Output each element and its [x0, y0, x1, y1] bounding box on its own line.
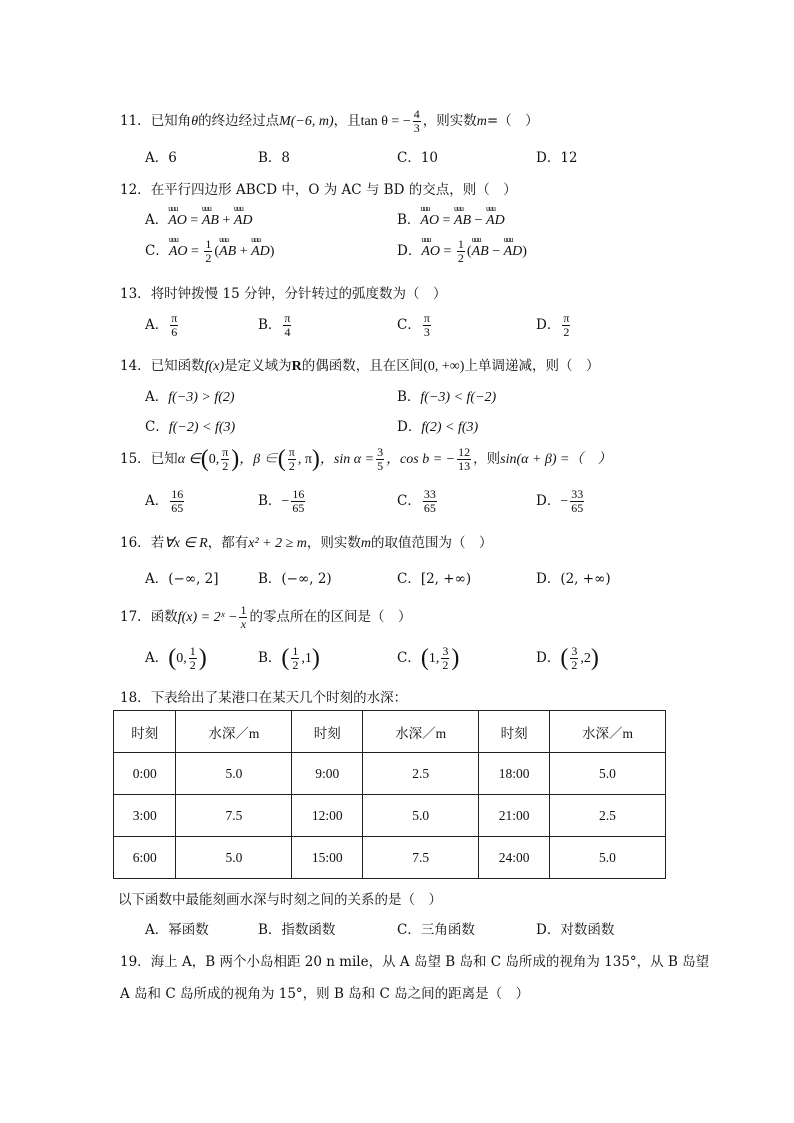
- half-fraction: [204, 238, 212, 265]
- q17-fx: f(x) = 2ˣ −: [177, 610, 238, 625]
- q15-cos-frac: [457, 446, 471, 473]
- q15-text-b: ，则: [473, 451, 501, 467]
- q14-option-d[interactable]: [397, 415, 478, 436]
- q11-tan: tan θ = −: [360, 114, 411, 129]
- question-16: [120, 531, 493, 552]
- table-cell: 15:00: [292, 837, 363, 879]
- question-number: 15．: [120, 451, 151, 467]
- q12-option-a[interactable]: A．uuu AO = uuu AB + uuu AD: [145, 208, 253, 229]
- q11-theta: θ: [191, 114, 199, 129]
- interval-right: ,1: [301, 651, 312, 666]
- table-cell: 0:00: [114, 753, 176, 795]
- water-depth-table: [113, 710, 666, 879]
- frac-num: 33: [423, 487, 436, 501]
- frac-num: 16: [171, 487, 184, 501]
- table-cell: 5.0: [176, 753, 292, 795]
- frac-den: 2: [563, 325, 570, 339]
- vector-ab: uuu AB: [454, 213, 471, 229]
- q15-pi-half-2: [288, 446, 296, 473]
- q15-option-b[interactable]: [258, 488, 307, 515]
- q16-text-a: 若: [150, 535, 165, 551]
- q15-sinab: sin(α + β) =（ ）: [500, 452, 612, 467]
- q12-header: [120, 178, 517, 198]
- question-13: [120, 282, 446, 302]
- option-label: A．: [145, 650, 169, 666]
- question-19: [120, 950, 709, 970]
- q14-option-a[interactable]: [145, 385, 235, 406]
- frac-num: π: [423, 311, 430, 325]
- vector-ao: uuu AO: [168, 213, 187, 229]
- table-cell: 24:00: [479, 837, 550, 879]
- question-11: [120, 108, 539, 135]
- option-expr: f(2) < f(3): [421, 420, 479, 435]
- q11-text-a: 已知角: [150, 113, 192, 129]
- q15-sin-frac: [376, 446, 384, 473]
- option-fraction: [189, 645, 197, 672]
- frac-num: π: [284, 311, 291, 325]
- vector-ao: uuu AO: [421, 244, 440, 260]
- option-label: C．: [397, 650, 421, 666]
- question-number: 17．: [120, 609, 151, 625]
- q13-option-a[interactable]: [145, 312, 180, 339]
- option-label: B．: [258, 650, 282, 666]
- q12-option-d[interactable]: D．uuu AO = $\frac{1}{2}$ (uuu AB − uuu AD): [397, 238, 527, 265]
- q13-option-b[interactable]: [258, 312, 293, 339]
- frac-den: 2: [288, 459, 295, 473]
- q11-option-b[interactable]: B．8: [258, 150, 291, 166]
- q17-text-a: 函数: [150, 609, 178, 625]
- option-fraction: [291, 645, 299, 672]
- table-row: [114, 795, 666, 837]
- table-row: [114, 837, 666, 879]
- table-cell: 2.5: [363, 753, 479, 795]
- q12-option-b[interactable]: B．uuu AO = uuu AB − uuu AD: [397, 208, 505, 229]
- option-label: B．: [258, 493, 282, 509]
- table-header: 时刻: [292, 711, 363, 753]
- table-header: 水深／m: [363, 711, 479, 753]
- half-fraction: [457, 238, 465, 265]
- half-num: 1: [457, 237, 464, 251]
- question-number: 19．: [120, 954, 151, 970]
- frac-den: 4: [284, 325, 291, 339]
- option-fraction: [170, 312, 178, 339]
- q16-text-b: ，都有: [207, 535, 249, 551]
- frac-num: π: [171, 311, 178, 325]
- option-label: C．: [397, 317, 421, 333]
- frac-num: π: [563, 311, 570, 325]
- option-label: D．: [536, 317, 561, 333]
- option-expr: f(−3) > f(2): [168, 390, 235, 405]
- half-den: 2: [457, 251, 464, 265]
- q11-m: m: [476, 114, 487, 129]
- frac-num: 3: [442, 644, 449, 658]
- q16-text-c: ，则实数: [306, 535, 361, 551]
- option-label: B．: [397, 212, 421, 228]
- q17-option-a[interactable]: A．(0, $\frac{1}{2}$ ): [145, 644, 207, 672]
- option-sign: −: [281, 494, 290, 509]
- q15-pi-half: [221, 446, 229, 473]
- option-fraction: [423, 312, 431, 339]
- q15-beta-in: ，β ∈: [239, 452, 278, 467]
- option-label: D．: [536, 650, 561, 666]
- q16-text-d: 的取值范围为（ ）: [371, 535, 493, 551]
- q15-option-c[interactable]: [397, 488, 439, 515]
- q17-option-d[interactable]: D．( $\frac{3}{2}$ ,2): [536, 644, 599, 672]
- q11-text-d: ，则实数: [422, 113, 477, 129]
- frac-num: 33: [571, 487, 584, 501]
- table-cell: 9:00: [292, 753, 363, 795]
- option-fraction: [283, 312, 291, 339]
- question-17: [120, 604, 411, 631]
- q15-option-a[interactable]: [145, 488, 186, 515]
- option-label: D．: [397, 243, 422, 259]
- table-header: 水深／m: [549, 711, 665, 753]
- option-fraction: [570, 645, 578, 672]
- question-18: [120, 686, 407, 706]
- q18-option-b[interactable]: B．指数函数: [258, 922, 336, 938]
- vector-ab: uuu AB: [472, 244, 489, 260]
- question-number: 18．: [120, 690, 151, 706]
- frac-den: 2: [292, 658, 299, 672]
- q12-text: 在平行四边形 ABCD 中，O 为 AC 与 BD 的交点，则（ ）: [150, 182, 517, 198]
- q14-interval: (0, +∞): [423, 359, 465, 374]
- q15-sin: ，sin α =: [319, 452, 375, 467]
- table-cell: 6:00: [114, 837, 176, 879]
- option-fraction: [170, 488, 184, 515]
- frac-num: 12: [458, 445, 471, 459]
- question-number: 16．: [120, 535, 151, 551]
- frac-den: 65: [171, 501, 184, 515]
- table-cell: 5.0: [549, 753, 665, 795]
- q13-text: 将时钟拨慢 15 分钟，分针转过的弧度数为（ ）: [150, 286, 447, 302]
- option-label: A．: [145, 389, 169, 405]
- q16-option-b[interactable]: B．(−∞, 2): [258, 571, 332, 587]
- frac-den: 3: [423, 325, 430, 339]
- frac-num: π: [222, 445, 229, 459]
- option-label: A．: [145, 317, 169, 333]
- q14-r: R: [291, 359, 302, 374]
- table-cell: 5.0: [363, 795, 479, 837]
- q16-ineq: x² + 2 ≥ m: [248, 536, 307, 551]
- option-fraction: [562, 312, 570, 339]
- option-label: B．: [397, 389, 421, 405]
- frac-den: 2: [189, 658, 196, 672]
- frac-num: 1: [189, 644, 196, 658]
- q18-option-a[interactable]: A．幂函数: [145, 922, 209, 938]
- frac-num: 3: [571, 644, 578, 658]
- q11-frac-num: 4: [413, 107, 420, 121]
- q16-option-a[interactable]: A．(−∞, 2]: [145, 571, 219, 587]
- table-cell: 12:00: [292, 795, 363, 837]
- option-label: D．: [397, 419, 422, 435]
- q13-option-c[interactable]: [397, 312, 433, 339]
- frac-den: 65: [292, 501, 305, 515]
- question-number: 11．: [120, 113, 151, 129]
- vector-ao: uuu AO: [169, 244, 188, 260]
- q18-option-d[interactable]: D．对数函数: [536, 922, 615, 938]
- option-label: A．: [145, 493, 169, 509]
- table-cell: 2.5: [549, 795, 665, 837]
- question-15: 15．已知α ∈(0, $\frac{\pi}{2}$ )，β ∈( $\frac{\pi}{2}$ , π)，sin α = $\frac{3}{5}$ ，cos b = − $\frac{12}{13}$ ，则sin(α + β) =（ ）: [120, 445, 612, 473]
- option-expr: f(−2) < f(3): [168, 420, 236, 435]
- option-label: C．: [397, 493, 421, 509]
- q18-text: 下表给出了某港口在某天几个时刻的水深：: [150, 690, 408, 706]
- option-fraction: [291, 488, 305, 515]
- option-sign: −: [560, 494, 569, 509]
- vector-ad: uuu AD: [486, 213, 505, 229]
- vector-ab: uuu AB: [219, 244, 236, 260]
- table-header: 水深／m: [176, 711, 292, 753]
- table-header-row: [114, 711, 666, 753]
- table-cell: 7.5: [363, 837, 479, 879]
- frac-num: 1: [240, 603, 247, 617]
- q11-option-c[interactable]: C．10: [397, 150, 439, 166]
- frac-num: 16: [292, 487, 305, 501]
- q19-line-2: A 岛和 C 岛所成的视角为 15°，则 B 岛和 C 岛之间的距离是（ ）: [120, 986, 530, 1002]
- q14-text-d: 上单调递减，则（ ）: [464, 358, 600, 374]
- q14-option-b[interactable]: [397, 385, 496, 406]
- q14-fx: f(x): [204, 359, 225, 374]
- q18-option-c[interactable]: C．三角函数: [397, 922, 475, 938]
- q14-text-c: 的偶函数，且在区间: [301, 358, 424, 374]
- q15-option-d[interactable]: [536, 488, 586, 515]
- interval-left: 1,: [428, 651, 440, 666]
- q14-option-c[interactable]: [145, 415, 235, 436]
- frac-den: 65: [423, 501, 436, 515]
- q16-option-d[interactable]: D．(2, +∞): [536, 571, 611, 587]
- q11-text-c: ，且: [333, 113, 361, 129]
- frac-den: 2: [222, 459, 229, 473]
- q12-option-c[interactable]: C．uuu AO = $\frac{1}{2}$ (uuu AB + uuu AD): [145, 238, 274, 265]
- vector-ab: uuu AB: [202, 213, 219, 229]
- option-label: B．: [258, 317, 282, 333]
- vector-ad: uuu AD: [251, 244, 270, 260]
- q11-option-a[interactable]: A．6: [145, 150, 177, 166]
- q17-fraction: [239, 604, 247, 631]
- q16-m: m: [360, 536, 372, 551]
- q11-point: M(−6, m): [279, 114, 334, 129]
- q11-text-e: =（ ）: [486, 113, 539, 129]
- frac-den: 2: [442, 658, 449, 672]
- q13-option-d[interactable]: [536, 312, 572, 339]
- interval-right: ,2: [580, 651, 591, 666]
- q15-text-a: 已知: [150, 451, 178, 467]
- half-num: 1: [205, 237, 212, 251]
- q17-text-b: 的零点所在的区间是（ ）: [249, 609, 412, 625]
- question-number: 14．: [120, 358, 151, 374]
- question-14: [120, 354, 599, 375]
- frac-den: 2: [571, 658, 578, 672]
- option-fraction: [570, 488, 584, 515]
- q18-followup: 以下函数中最能刻画水深与时刻之间的关系的是（ ）: [118, 892, 442, 908]
- frac-num: 3: [377, 445, 384, 459]
- q15-cos: ，cos b = −: [386, 452, 456, 467]
- table-cell: 3:00: [114, 795, 176, 837]
- q15-pi-end: , π: [297, 452, 312, 467]
- option-label: D．: [536, 493, 561, 509]
- option-label: C．: [145, 419, 169, 435]
- option-expr: f(−3) < f(−2): [420, 390, 497, 405]
- table-cell: 18:00: [479, 753, 550, 795]
- table-row: [114, 753, 666, 795]
- frac-den: 6: [171, 325, 178, 339]
- frac-num: π: [288, 445, 295, 459]
- option-fraction: [441, 645, 449, 672]
- frac-den: 5: [377, 459, 384, 473]
- question-number: 13．: [120, 286, 151, 302]
- q11-option-d[interactable]: D．12: [536, 150, 578, 166]
- table-header: 时刻: [479, 711, 550, 753]
- frac-den: x: [240, 617, 247, 631]
- vector-ao: uuu AO: [420, 213, 439, 229]
- vector-ad: uuu AD: [504, 244, 523, 260]
- table-cell: 7.5: [176, 795, 292, 837]
- table-cell: 5.0: [549, 837, 665, 879]
- q11-fraction: [413, 108, 421, 135]
- table-cell: 21:00: [479, 795, 550, 837]
- frac-den: 65: [571, 501, 584, 515]
- q17-option-b[interactable]: B．( $\frac{1}{2}$ ,1): [258, 644, 320, 672]
- option-label: A．: [145, 212, 169, 228]
- q15-zero: 0,: [208, 452, 220, 467]
- q19-line-1: 海上 A，B 两个小岛相距 20 n mile，从 A 岛望 B 岛和 C 岛所成的视角为 135°，从 B 岛望: [150, 954, 710, 970]
- q11-frac-den: 3: [413, 121, 420, 135]
- table-cell: 5.0: [176, 837, 292, 879]
- question-number: 12．: [120, 182, 151, 198]
- frac-den: 13: [458, 459, 471, 473]
- table-header: 时刻: [114, 711, 176, 753]
- frac-num: 1: [292, 644, 299, 658]
- q14-text-a: 已知函数: [150, 358, 205, 374]
- half-den: 2: [205, 251, 212, 265]
- q15-alpha-in: α ∈: [177, 452, 201, 467]
- interval-left: 0,: [176, 651, 187, 666]
- option-fraction: [423, 488, 437, 515]
- q16-option-c[interactable]: C．[2, +∞): [397, 571, 472, 587]
- vector-ad: uuu AD: [234, 213, 253, 229]
- q11-text-b: 的终边经过点: [198, 113, 280, 129]
- q16-forall: ∀x ∈ R: [164, 536, 208, 551]
- option-label: C．: [145, 243, 169, 259]
- q14-text-b: 是定义域为: [224, 358, 292, 374]
- q17-option-c[interactable]: C．(1, $\frac{3}{2}$ ): [397, 644, 460, 672]
